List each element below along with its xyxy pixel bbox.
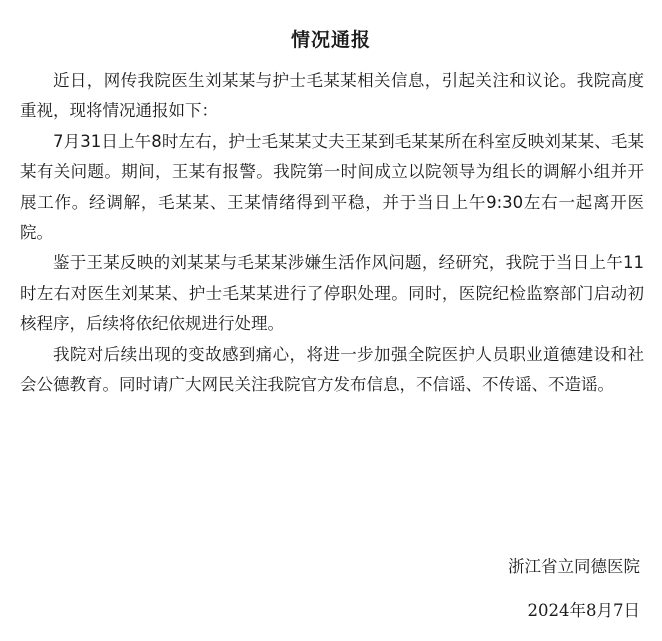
document-title: 情况通报 xyxy=(290,29,371,51)
issue-date: 2024年8月7日 xyxy=(527,601,640,620)
paragraph-handling: 鉴于王某反映的刘某某与毛某某涉嫌生活作风问题，经研究，我院于当日上午11时左右对医生刘某某、护士毛某某进行了停职处理。同时，医院纪检监察部门启动初核程序，后续将依纪依规进行处理。 xyxy=(20,253,644,334)
issuing-organization: 浙江省立同德医院 xyxy=(508,557,640,576)
signature-block xyxy=(508,553,640,625)
paragraph-intro: 近日，网传我院医生刘某某与护士毛某某相关信息，引起关注和议论。我院高度重视，现将情况通报如下： xyxy=(20,71,644,121)
paragraph-conclusion: 我院对后续出现的变故感到痛心，将进一步加强全院医护人员职业道德建设和社会公德教育。同时请广大网民关注我院官方发布信息，不信谣、不传谣、不造谣。 xyxy=(20,344,644,395)
document-body xyxy=(20,66,644,400)
paragraph-incident: 7月31日上午8时左右，护士毛某某丈夫王某到毛某某所在科室反映刘某某、毛某某有关问题。期间，王某有报警。我院第一时间成立以院领导为组长的调解小组并开展工作。经调解，毛某某、王某情绪得到平稳，并于当日上午9:30左右一起离开医院。 xyxy=(20,131,644,243)
